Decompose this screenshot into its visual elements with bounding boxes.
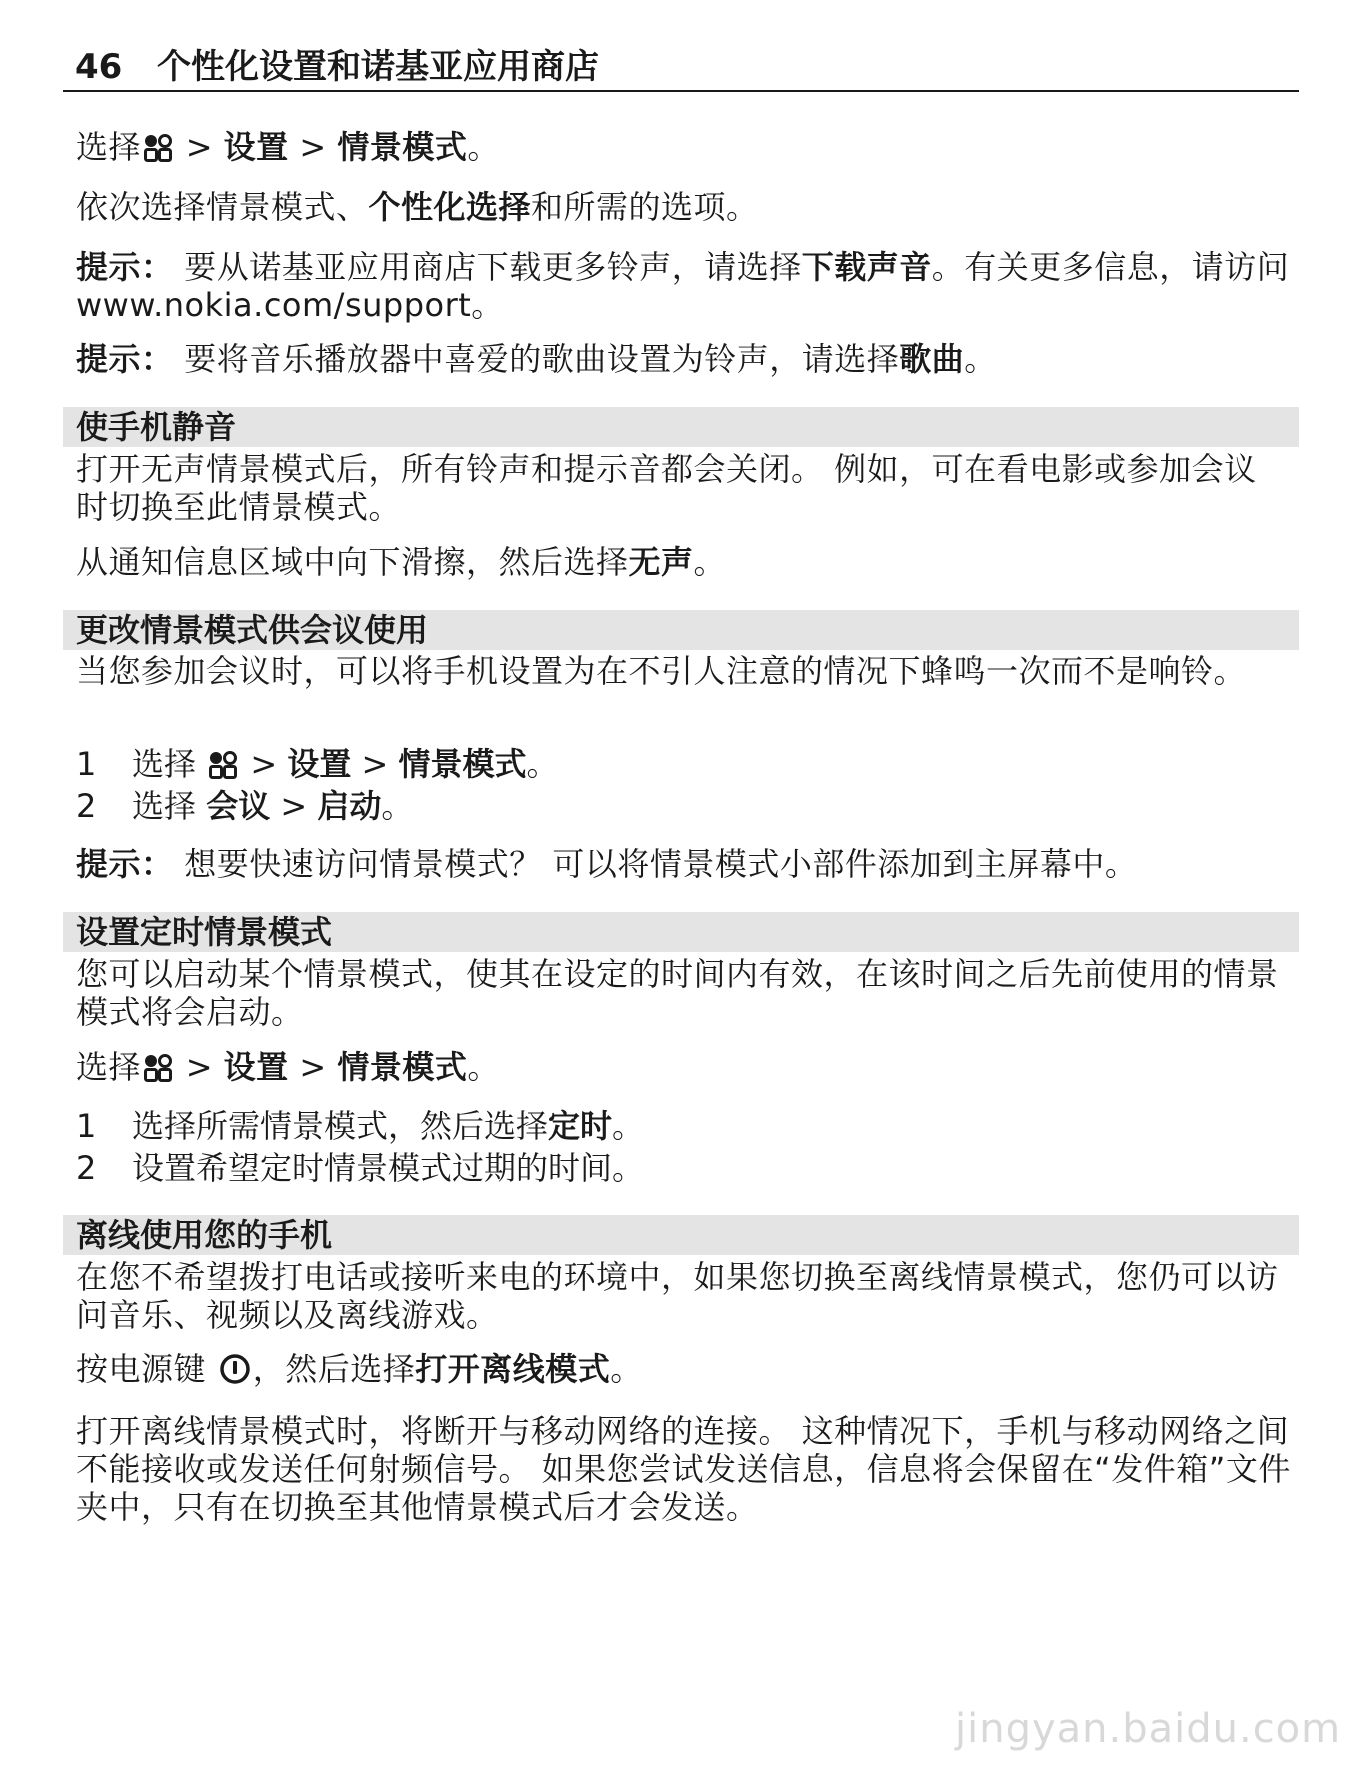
- meeting-description: 当您参加会议时，可以将手机设置为在不引人注意的情况下蜂鸣一次而不是响铃。: [76, 652, 1247, 690]
- apps-menu-icon: [143, 1053, 173, 1083]
- timed-step-2: 2 设置希望定时情景模式过期的时间。: [76, 1149, 645, 1187]
- apps-menu-icon: [208, 750, 238, 780]
- silent-description: 打开无声情景模式后，所有铃声和提示音都会关闭。 例如，可在看电影或参加会议时切换至此情景模式。: [76, 450, 1257, 526]
- chapter-title: 个性化设置和诺基亚应用商店: [157, 47, 599, 87]
- tip-song-ringtone: 提示： 要将音乐播放器中喜爱的歌曲设置为铃声，请选择歌曲。: [76, 340, 997, 378]
- timed-description: 您可以启动某个情景模式，使其在设定的时间内有效，在该时间之后先前使用的情景模式将会启动。: [76, 955, 1279, 1031]
- meeting-step-2: 2 选择 会议 > 启动。: [76, 787, 414, 825]
- intro-menu-path: 选择 > 设置 > 情景模式。: [76, 128, 500, 166]
- section-heading-silent: 使手机静音: [63, 407, 1299, 447]
- section-heading-offline: 离线使用您的手机: [63, 1215, 1299, 1255]
- meeting-step-1: 1 选择 > 设置 > 情景模式。: [76, 745, 559, 783]
- section-heading-timed: 设置定时情景模式: [63, 912, 1299, 952]
- section-heading-meeting: 更改情景模式供会议使用: [63, 610, 1299, 650]
- silent-instruction: 从通知信息区域中向下滑擦，然后选择无声。: [76, 543, 727, 581]
- timed-menu-path: 选择 > 设置 > 情景模式。: [76, 1048, 500, 1086]
- offline-instruction: 按电源键 ，然后选择打开离线模式。: [76, 1350, 643, 1388]
- tip-profile-widget: 提示： 想要快速访问情景模式？ 可以将情景模式小部件添加到主屏幕中。: [76, 845, 1138, 883]
- offline-detail: 打开离线情景模式时，将断开与移动网络的连接。 这种情况下，手机与移动网络之间不能接收或发送任何射频信号。 如果您尝试发送信息，信息将会保留在“发件箱”文件夹中，只有在切换至其他情景模式后才会发送。: [76, 1412, 1291, 1526]
- timed-step-1: 1 选择所需情景模式，然后选择定时。: [76, 1107, 645, 1145]
- offline-description: 在您不希望拨打电话或接听来电的环境中，如果您切换至离线情景模式，您仍可以访问音乐、视频以及离线游戏。: [76, 1258, 1279, 1334]
- page-number: 46: [75, 47, 123, 87]
- tip-download-ringtones: 提示： 要从诺基亚应用商店下载更多铃声，请选择下载声音。有关更多信息，请访问 www.nokia.com/support。: [76, 248, 1290, 324]
- watermark: jingyan.baidu.com: [955, 1706, 1342, 1752]
- apps-menu-icon: [143, 133, 173, 163]
- intro-instruction: 依次选择情景模式、个性化选择和所需的选项。: [76, 188, 759, 226]
- page-header: [63, 44, 1299, 92]
- power-key-icon: [219, 1353, 251, 1385]
